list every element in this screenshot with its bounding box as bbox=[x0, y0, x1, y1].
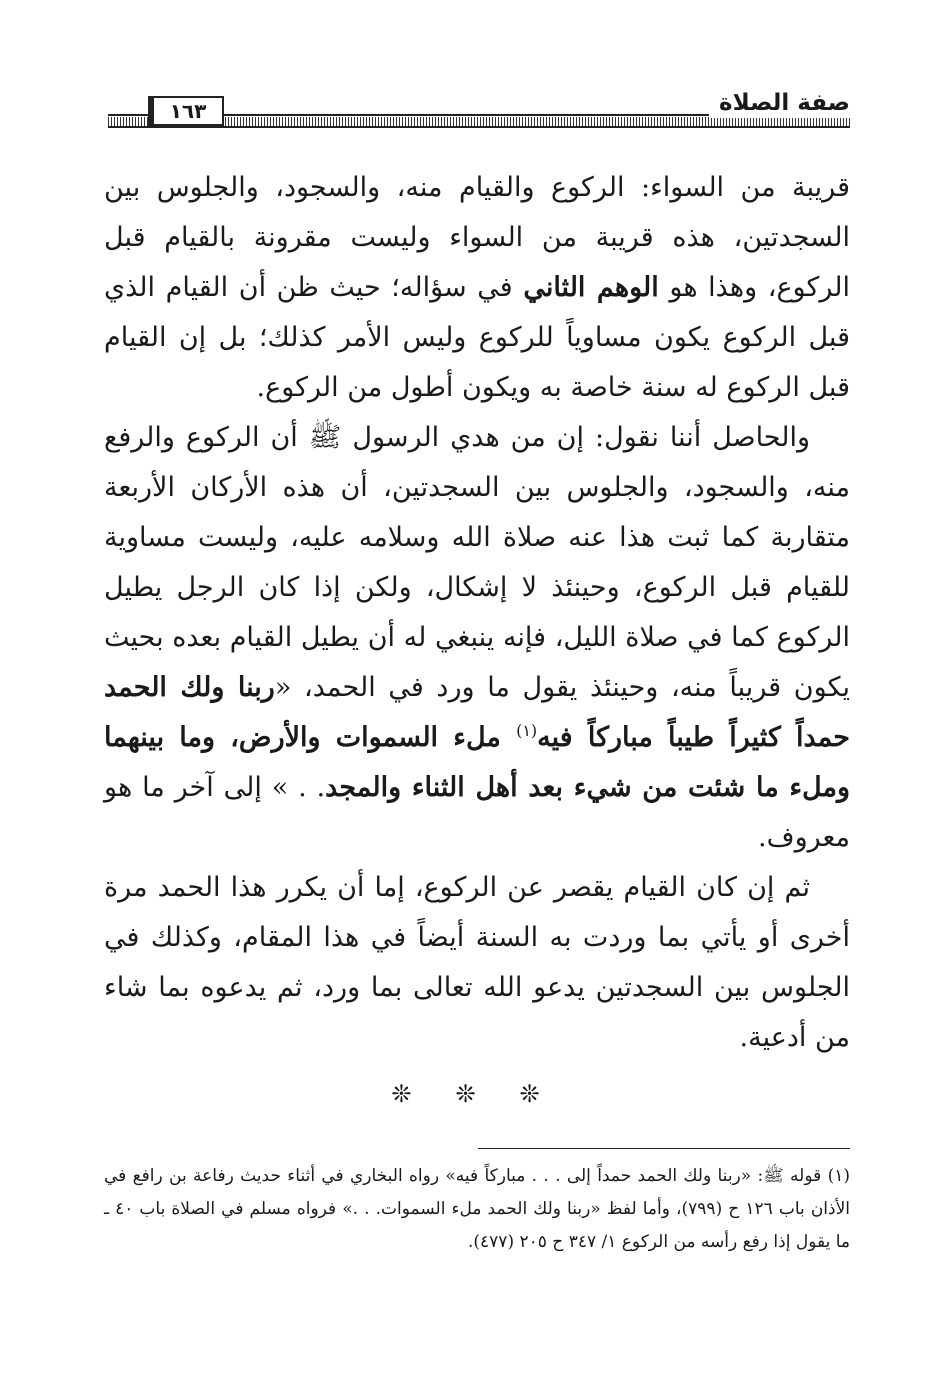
separator-star: ❊ bbox=[455, 1080, 476, 1108]
body-text bbox=[104, 163, 850, 1063]
bold-quote: ملء السموات والأرض، وما بينهما وملء ما شئت من شيء بعد أهل الثناء والمجد bbox=[104, 722, 850, 803]
text-run: . . » إلى آخر ما هو معروف. bbox=[104, 772, 850, 853]
footnote-marker: (١) bbox=[516, 721, 538, 740]
bold-quote: ربنا ولك الحمد حمداً كثيراً طيباً مباركاً فيه bbox=[104, 672, 850, 753]
running-header bbox=[108, 88, 850, 132]
text-run: ثم إن كان القيام يقصر عن الركوع، إما أن يكرر هذا الحمد مرة أخرى أو يأتي بما وردت به السنة أيضاً في هذا المقام، وكذلك في الجلوس بين السجدتين يدعو الله تعالى بما ورد، ثم يدعوه بما شاء من أدعية. bbox=[104, 872, 850, 1053]
bold-quote: الوهم الثاني bbox=[523, 272, 659, 303]
separator-star: ❊ bbox=[519, 1080, 540, 1108]
text-run: قريبة من السواء: الركوع والقيام منه، والسجود، والجلوس بين السجدتين، هذه قريبة من السواء وليست مقرونة بالقيام قبل الركوع، وهذا هو bbox=[104, 172, 850, 303]
page-number: ١٦٣ bbox=[148, 96, 224, 126]
separator-star: ❊ bbox=[391, 1080, 412, 1108]
footnote: (١) قوله ﷺ: «ربنا ولك الحمد حمداً إلى . . . مباركاً فيه» رواه البخاري في أثناء حديث رفاعة بن رافع في الأذان باب ١٢٦ ح (٧٩٩)، وأما لفظ «ربنا ولك الحمد ملء السموات. . .» فرواه مسلم في الصلاة باب ٤٠ ـ ما يقول إذا رفع رأسه من الركوع ١/ ٣٤٧ ح ٢٠٥ (٤٧٧). bbox=[104, 1166, 851, 1252]
text-run: والحاصل أننا نقول: إن من هدي الرسول ﷺ أن الركوع والرفع منه، والسجود، والجلوس بين السجدتين، أن هذه الأركان الأربعة متقاربة كما ثبت هذا عنه صلاة الله وسلامه عليه، وليست مساوية للقيام قبل الركوع، وحينئذ لا إشكال، ولكن إذا كان الرجل يطيل الركوع كما في صلاة الليل، فإنه ينبغي له أن يطيل القيام بعده بحيث يكون قريباً منه، وحينئذ يقول ما ورد في الحمد، « bbox=[104, 422, 850, 703]
footnote-rule bbox=[478, 1148, 850, 1149]
paragraph bbox=[104, 413, 850, 863]
section-separator bbox=[0, 1080, 931, 1108]
paragraph bbox=[104, 863, 850, 1063]
header-title: صفة الصلاة bbox=[709, 88, 850, 118]
paragraph bbox=[104, 163, 850, 413]
text-run: في سؤاله؛ حيث ظن أن القيام الذي قبل الركوع يكون مساوياً للركوع وليس الأمر كذلك؛ بل إن القيام قبل الركوع له سنة خاصة به ويكون أطول من الركوع. bbox=[104, 272, 850, 403]
